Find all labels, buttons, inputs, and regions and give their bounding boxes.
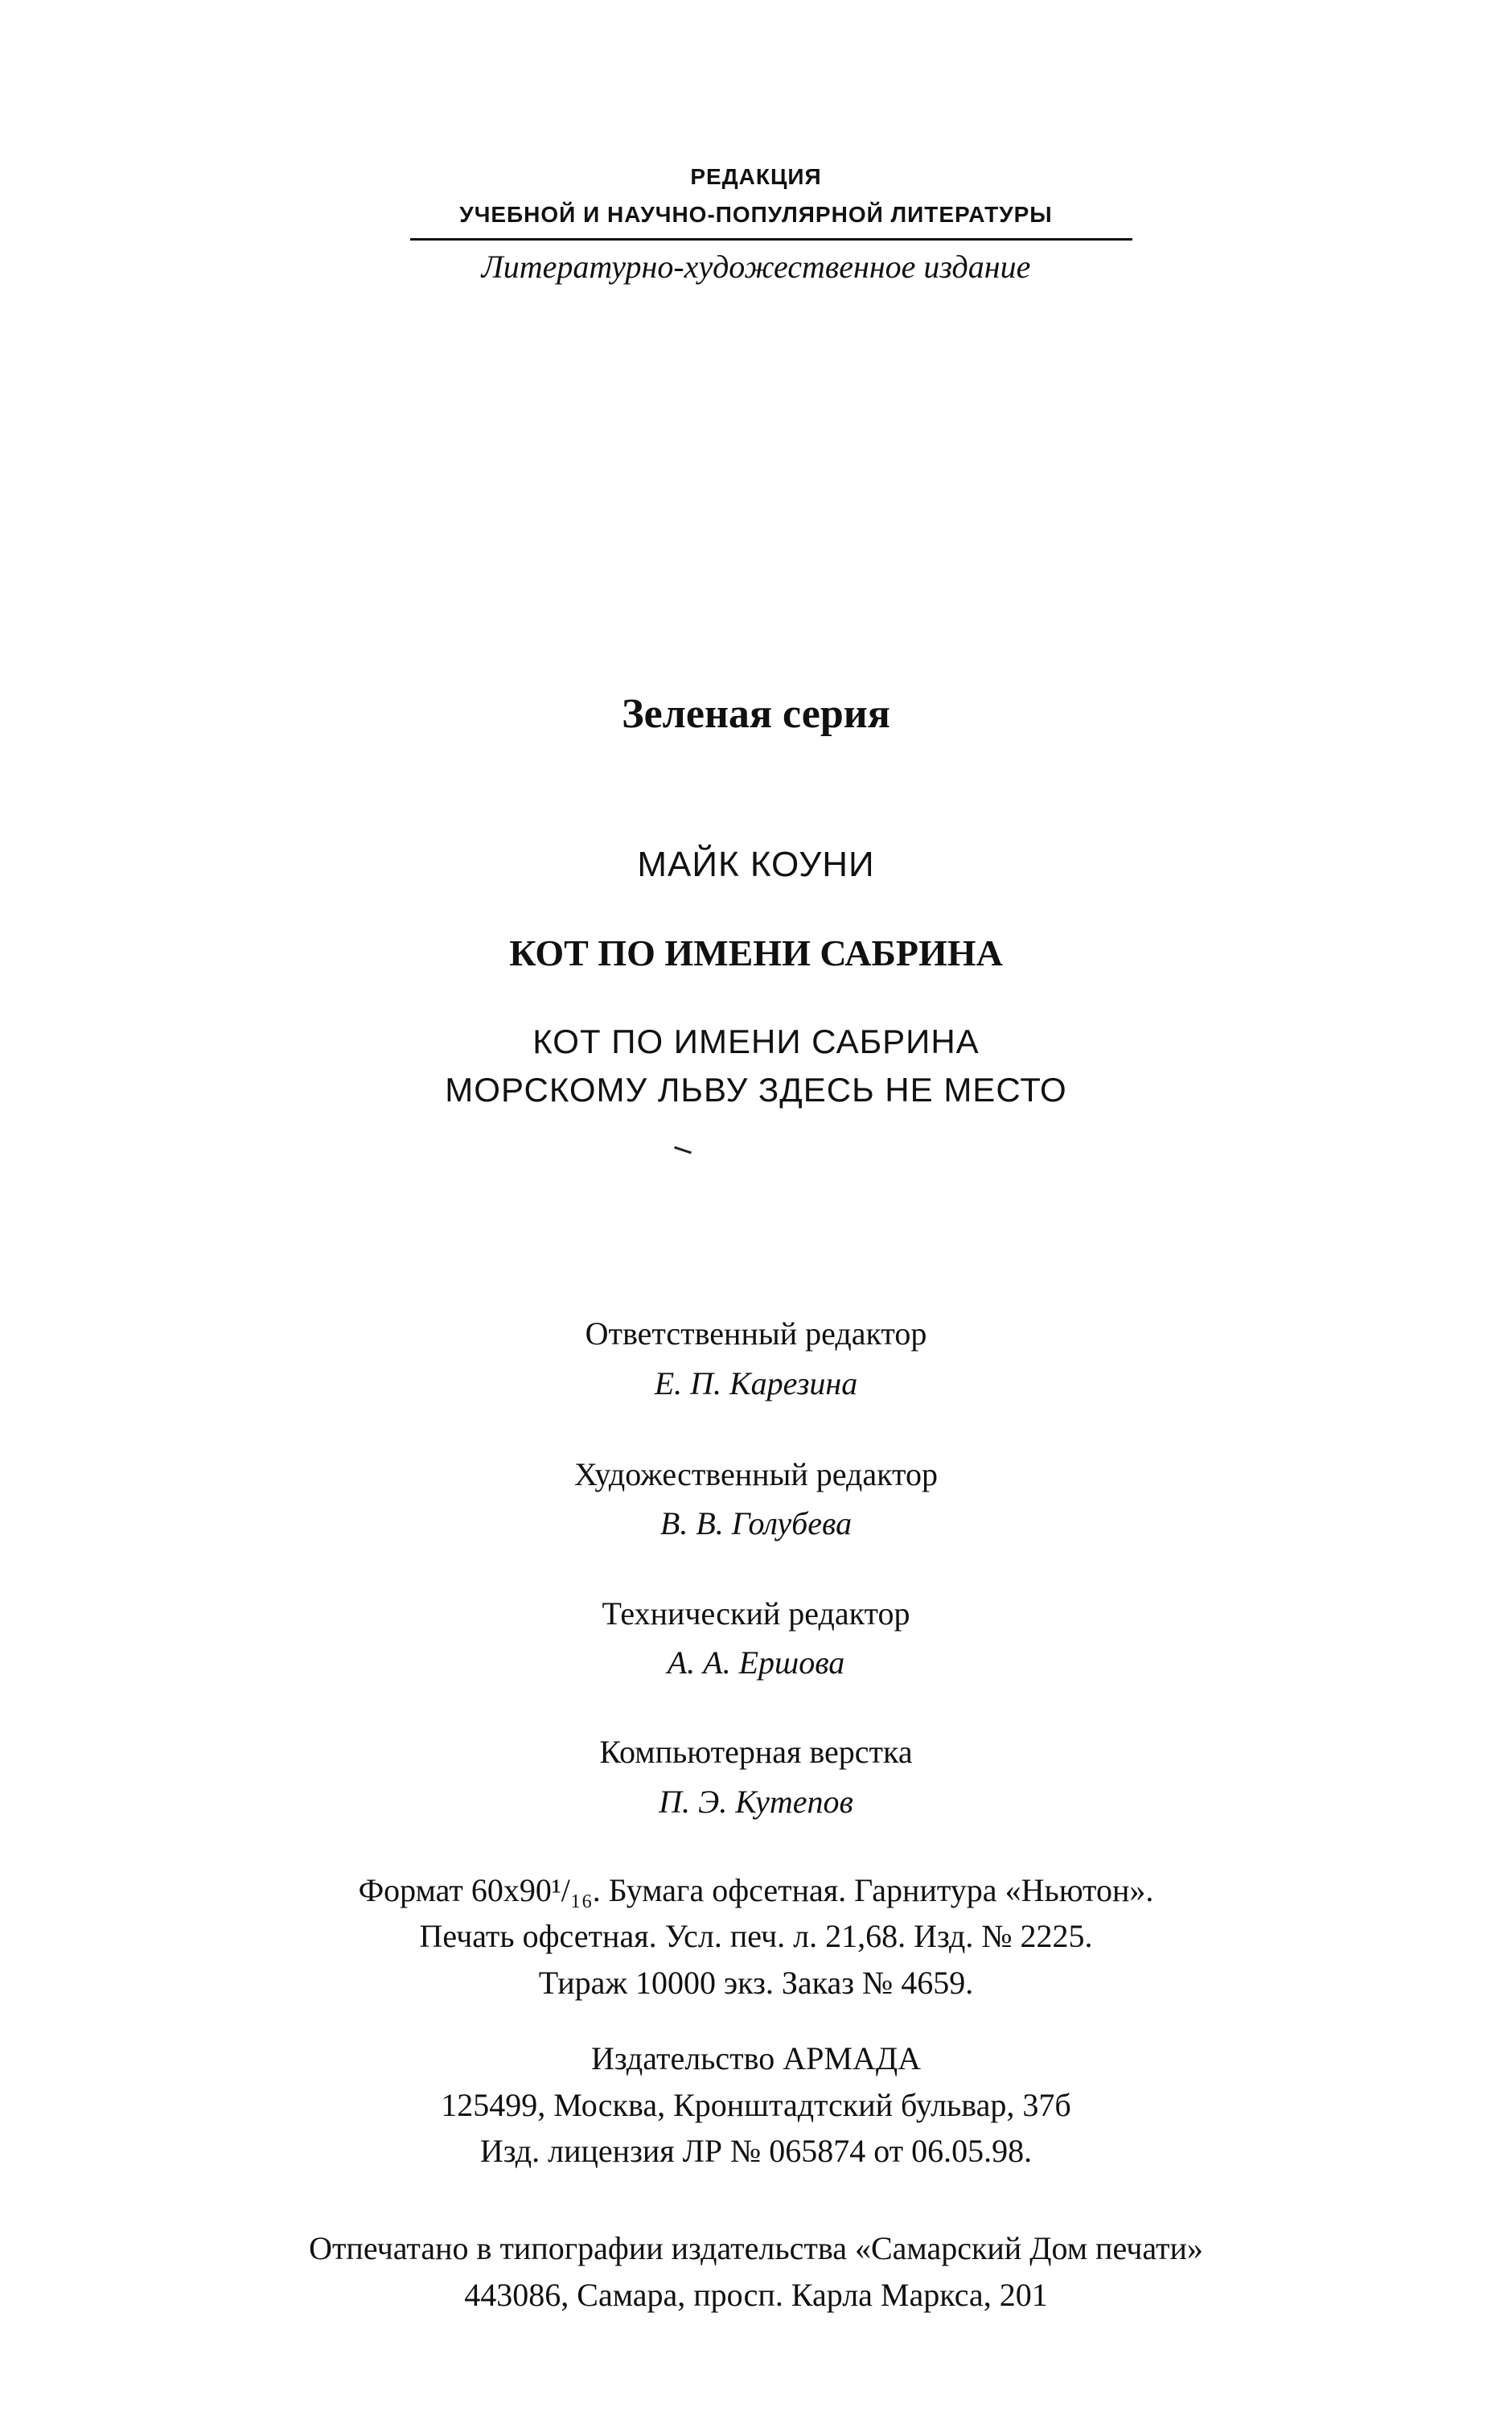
credit-name: А. А. Ершова: [667, 1644, 845, 1681]
publisher-name: Издательство АРМАДА: [590, 2040, 922, 2076]
format-line: Формат 60х90¹/₁₆. Бумага офсетная. Гарнитура «Ньютон».: [358, 1872, 1154, 1908]
credit-role: Компьютерная верстка: [599, 1734, 913, 1770]
publisher-license: Изд. лицензия ЛР № 065874 от 06.05.98.: [479, 2133, 1033, 2169]
print-mark: [674, 1146, 692, 1154]
printer-name: Отпечатано в типографии издательства «Самарский Дом печати»: [309, 2230, 1203, 2266]
editorial-heading: РЕДАКЦИЯ: [690, 164, 822, 189]
credit-name: Е. П. Карезина: [654, 1365, 858, 1401]
publisher-address: 125499, Москва, Кронштадтский бульвар, 37б: [441, 2087, 1071, 2123]
credit-name: В. В. Голубева: [659, 1505, 853, 1541]
print-details-line: Печать офсетная. Усл. печ. л. 21,68. Изд. № 2225.: [419, 1918, 1093, 1954]
editorial-department: УЧЕБНОЙ И НАУЧНО-ПОПУЛЯРНОЙ ЛИТЕРАТУРЫ: [459, 202, 1053, 227]
credit-role: Ответственный редактор: [585, 1315, 927, 1352]
credit-role: Технический редактор: [602, 1595, 910, 1632]
credit-role: Художественный редактор: [574, 1456, 938, 1492]
author-name: МАЙК КОУНИ: [637, 845, 875, 884]
credit-name: П. Э. Кутепов: [659, 1784, 853, 1820]
series-name: Зеленая серия: [622, 691, 890, 737]
editorial-rule: [410, 238, 1132, 241]
book-title: КОТ ПО ИМЕНИ САБРИНА: [509, 932, 1003, 973]
contents-item: КОТ ПО ИМЕНИ САБРИНА: [532, 1023, 980, 1060]
edition-type: Литературно-художественное издание: [481, 249, 1031, 285]
circulation-line: Тираж 10000 экз. Заказ № 4659.: [538, 1965, 974, 2001]
printer-address: 443086, Самара, просп. Карла Маркса, 201: [464, 2277, 1048, 2313]
contents-item: МОРСКОМУ ЛЬВУ ЗДЕСЬ НЕ МЕСТО: [445, 1071, 1067, 1109]
